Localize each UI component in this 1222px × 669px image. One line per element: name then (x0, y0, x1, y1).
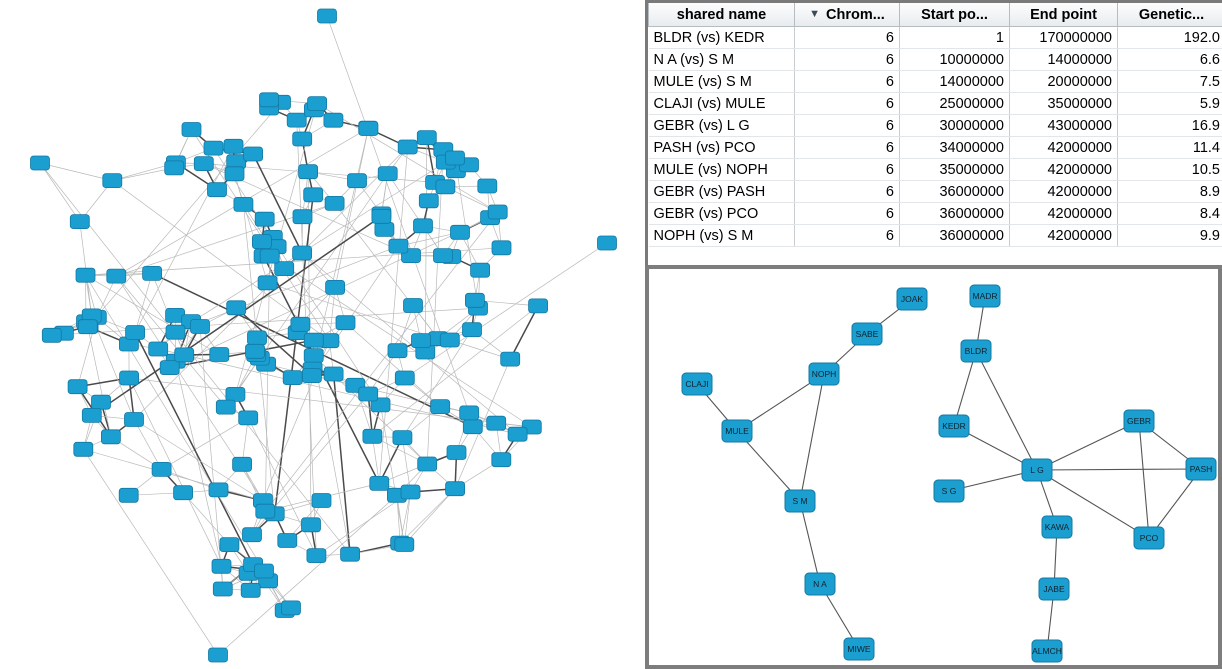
cell-shared-name: PASH (vs) PCO (649, 137, 795, 159)
network-node[interactable] (598, 236, 617, 250)
column-header-start-point[interactable] (900, 3, 1010, 27)
table-row[interactable] (649, 159, 1222, 181)
node-shape[interactable] (1042, 516, 1072, 538)
network-node[interactable] (389, 239, 408, 253)
network-node[interactable] (175, 348, 194, 362)
node-label: MIWE (847, 643, 871, 654)
network-node[interactable] (283, 371, 302, 385)
cell-start-point: 35000000 (900, 159, 1010, 181)
network-node[interactable] (492, 453, 511, 467)
network-node[interactable] (404, 299, 423, 313)
network-node[interactable] (252, 235, 271, 249)
network-node[interactable] (325, 196, 344, 210)
subnetwork-node[interactable] (970, 285, 1000, 307)
network-node[interactable] (225, 167, 244, 181)
column-header-label: shared name (676, 6, 767, 23)
network-node[interactable] (348, 174, 367, 188)
network-node[interactable] (471, 263, 490, 277)
network-node[interactable] (451, 225, 470, 239)
network-node[interactable] (293, 210, 312, 224)
network-node[interactable] (92, 395, 111, 409)
network-node[interactable] (226, 387, 245, 401)
node-label: L G (1030, 464, 1044, 475)
cell-genetic: 7.5 (1118, 71, 1222, 93)
network-node[interactable] (488, 205, 507, 219)
network-node[interactable] (209, 483, 228, 497)
cell-end-point: 42000000 (1010, 203, 1118, 225)
network-node[interactable] (291, 317, 310, 331)
cell-shared-name: GEBR (vs) L G (649, 115, 795, 137)
network-node[interactable] (460, 406, 479, 420)
network-edge (510, 306, 538, 359)
cell-chromosome: 6 (795, 27, 900, 49)
subnetwork-edge (800, 374, 824, 501)
network-node[interactable] (166, 325, 185, 339)
network-node[interactable] (378, 167, 397, 181)
network-node[interactable] (152, 462, 171, 476)
cell-shared-name: N A (vs) S M (649, 49, 795, 71)
cell-shared-name: MULE (vs) NOPH (649, 159, 795, 181)
cell-end-point: 43000000 (1010, 115, 1118, 137)
network-node[interactable] (287, 113, 306, 127)
network-node[interactable] (174, 486, 193, 500)
cell-shared-name: BLDR (vs) KEDR (649, 27, 795, 49)
network-node[interactable] (74, 442, 93, 456)
node-label: BLDR (964, 345, 988, 356)
table-row[interactable] (649, 93, 1222, 115)
node-shape[interactable] (961, 340, 991, 362)
network-node[interactable] (107, 269, 126, 283)
subnetwork-node[interactable] (682, 373, 712, 395)
network-edge (83, 449, 218, 655)
network-node[interactable] (208, 183, 227, 197)
network-edge (402, 438, 410, 492)
node-label: KAWA (1044, 521, 1070, 532)
cell-genetic: 8.4 (1118, 203, 1222, 225)
table-header-row (649, 3, 1222, 27)
column-header-genetic[interactable] (1118, 3, 1222, 27)
network-node[interactable] (260, 249, 279, 263)
edge-table[interactable] (648, 3, 1222, 247)
network-node[interactable] (256, 504, 275, 518)
node-label: S M (792, 495, 808, 506)
network-node[interactable] (395, 371, 414, 385)
network-node[interactable] (213, 582, 232, 596)
node-label: MADR (972, 290, 998, 301)
node-shape[interactable] (939, 415, 969, 437)
network-edge (134, 420, 162, 470)
node-shape[interactable] (722, 420, 752, 442)
network-node[interactable] (255, 212, 274, 226)
network-node[interactable] (182, 123, 201, 137)
network-node[interactable] (447, 446, 466, 460)
table-row[interactable] (649, 203, 1222, 225)
network-node[interactable] (160, 361, 179, 375)
network-edge (183, 493, 229, 545)
node-shape[interactable] (1124, 410, 1154, 432)
network-edge (40, 163, 112, 181)
table-row[interactable] (649, 27, 1222, 49)
network-node[interactable] (76, 268, 95, 282)
network-node[interactable] (119, 488, 138, 502)
table-row[interactable] (649, 181, 1222, 203)
cell-chromosome: 6 (795, 49, 900, 71)
node-shape[interactable] (1134, 527, 1164, 549)
cell-chromosome: 6 (795, 71, 900, 93)
network-node[interactable] (393, 431, 412, 445)
cell-genetic: 6.6 (1118, 49, 1222, 71)
network-node[interactable] (492, 241, 511, 255)
network-node[interactable] (120, 371, 139, 385)
network-node[interactable] (417, 131, 436, 145)
node-shape[interactable] (1022, 459, 1052, 481)
network-edge (425, 138, 427, 352)
network-node[interactable] (243, 528, 262, 542)
network-node[interactable] (103, 174, 122, 188)
network-node[interactable] (324, 367, 343, 381)
cell-genetic: 10.5 (1118, 159, 1222, 181)
network-node[interactable] (293, 132, 312, 146)
table-row[interactable] (649, 115, 1222, 137)
cell-start-point: 36000000 (900, 225, 1010, 247)
cell-chromosome: 6 (795, 115, 900, 137)
network-node[interactable] (210, 348, 229, 362)
network-node[interactable] (233, 457, 252, 471)
subnetwork-node[interactable] (961, 340, 991, 362)
table-row[interactable] (649, 71, 1222, 93)
node-label: NOPH (811, 368, 837, 379)
network-node[interactable] (419, 194, 438, 208)
network-node[interactable] (204, 141, 223, 155)
subnetwork-node[interactable] (1032, 640, 1062, 662)
subnetwork-node[interactable] (1039, 578, 1069, 600)
network-node[interactable] (302, 369, 321, 383)
network-node[interactable] (239, 411, 258, 425)
cell-start-point: 14000000 (900, 71, 1010, 93)
subnetwork-node[interactable] (934, 480, 964, 502)
subnetwork-edge (976, 351, 1037, 470)
network-node[interactable] (227, 301, 246, 315)
network-node[interactable] (508, 427, 527, 441)
network-node[interactable] (463, 323, 482, 337)
network-node[interactable] (212, 559, 231, 573)
subnetwork-node[interactable] (1186, 458, 1216, 480)
right-column (645, 0, 1222, 669)
network-node[interactable] (463, 420, 482, 434)
cell-chromosome: 6 (795, 159, 900, 181)
cell-start-point: 10000000 (900, 49, 1010, 71)
cell-chromosome: 6 (795, 203, 900, 225)
cell-genetic: 8.9 (1118, 181, 1222, 203)
network-node[interactable] (370, 476, 389, 490)
network-node[interactable] (82, 408, 101, 422)
network-node[interactable] (446, 482, 465, 496)
subnetwork-node[interactable] (852, 323, 882, 345)
node-shape[interactable] (852, 323, 882, 345)
table-row[interactable] (649, 137, 1222, 159)
network-node[interactable] (101, 430, 120, 444)
subnetwork-node[interactable] (809, 363, 839, 385)
cell-genetic: 5.9 (1118, 93, 1222, 115)
network-node[interactable] (312, 494, 331, 508)
cell-start-point: 36000000 (900, 203, 1010, 225)
column-header-label: Genetic... (1138, 6, 1205, 23)
network-edge (40, 163, 80, 222)
subnetwork-edge (1139, 421, 1149, 538)
node-label: N A (813, 578, 827, 589)
node-shape[interactable] (897, 288, 927, 310)
subnetwork-node[interactable] (805, 573, 835, 595)
node-label: GEBR (1126, 415, 1152, 426)
subnetwork-node[interactable] (939, 415, 969, 437)
network-edge (334, 374, 351, 554)
node-label: ALMCH (1032, 645, 1062, 656)
network-node[interactable] (336, 316, 355, 330)
cell-end-point: 42000000 (1010, 225, 1118, 247)
node-shape[interactable] (682, 373, 712, 395)
network-node[interactable] (143, 266, 162, 280)
cell-shared-name: MULE (vs) S M (649, 71, 795, 93)
network-node[interactable] (501, 352, 520, 366)
cell-genetic: 16.9 (1118, 115, 1222, 137)
cell-shared-name: GEBR (vs) PASH (649, 181, 795, 203)
node-shape[interactable] (934, 480, 964, 502)
network-node[interactable] (216, 400, 235, 414)
network-node[interactable] (395, 538, 414, 552)
network-node[interactable] (434, 249, 453, 263)
node-shape[interactable] (805, 573, 835, 595)
cell-end-point: 35000000 (1010, 93, 1118, 115)
network-node[interactable] (304, 349, 323, 363)
network-node[interactable] (209, 648, 228, 662)
node-shape[interactable] (785, 490, 815, 512)
network-node[interactable] (293, 246, 312, 260)
network-node[interactable] (478, 179, 497, 193)
node-shape[interactable] (809, 363, 839, 385)
cell-end-point: 42000000 (1010, 181, 1118, 203)
cell-start-point: 36000000 (900, 181, 1010, 203)
node-label: MULE (725, 425, 749, 436)
network-edge (135, 273, 152, 332)
network-node[interactable] (282, 601, 301, 615)
subnetwork-node-layer[interactable] (682, 285, 1216, 662)
network-node[interactable] (436, 180, 455, 194)
network-node[interactable] (234, 197, 253, 211)
node-shape[interactable] (970, 285, 1000, 307)
node-label: CLAJI (685, 378, 709, 389)
network-node[interactable] (31, 156, 50, 170)
node-label: KEDR (942, 420, 966, 431)
network-node[interactable] (255, 564, 274, 578)
cell-shared-name: NOPH (vs) S M (649, 225, 795, 247)
network-edge (200, 327, 223, 590)
subnetwork-node[interactable] (844, 638, 874, 660)
cell-chromosome: 6 (795, 137, 900, 159)
cell-end-point: 42000000 (1010, 159, 1118, 181)
network-node[interactable] (412, 334, 431, 348)
network-node[interactable] (324, 113, 343, 127)
network-node[interactable] (278, 534, 297, 548)
cell-shared-name: CLAJI (vs) MULE (649, 93, 795, 115)
cell-genetic: 192.0 (1118, 27, 1222, 49)
network-node[interactable] (388, 344, 407, 358)
network-node[interactable] (165, 161, 184, 175)
network-node[interactable] (302, 518, 321, 532)
cell-chromosome: 6 (795, 181, 900, 203)
column-header-label: Chrom... (826, 6, 885, 23)
cell-start-point: 34000000 (900, 137, 1010, 159)
cell-end-point: 170000000 (1010, 27, 1118, 49)
subnetwork-node[interactable] (1124, 410, 1154, 432)
network-node[interactable] (224, 139, 243, 153)
network-node[interactable] (529, 299, 548, 313)
column-header-label: End point (1030, 6, 1097, 23)
cell-start-point: 30000000 (900, 115, 1010, 137)
network-node[interactable] (244, 147, 263, 161)
node-label: PCO (1139, 532, 1159, 543)
node-label: PASH (1189, 463, 1213, 474)
node-label: S G (941, 485, 957, 496)
cell-end-point: 14000000 (1010, 49, 1118, 71)
subnetwork-node[interactable] (785, 490, 815, 512)
edge-table-panel[interactable] (645, 0, 1222, 265)
network-node[interactable] (363, 429, 382, 443)
network-node[interactable] (304, 333, 323, 347)
network-node[interactable] (78, 320, 97, 334)
network-node[interactable] (68, 380, 87, 394)
node-label: JOAK (900, 293, 924, 304)
network-node[interactable] (418, 457, 437, 471)
cell-start-point: 1 (900, 27, 1010, 49)
network-node[interactable] (318, 9, 337, 23)
network-node[interactable] (431, 400, 450, 414)
network-node[interactable] (401, 485, 420, 499)
network-node[interactable] (440, 333, 459, 347)
cell-chromosome: 6 (795, 225, 900, 247)
cell-end-point: 20000000 (1010, 71, 1118, 93)
cell-shared-name: GEBR (vs) PCO (649, 203, 795, 225)
network-node[interactable] (246, 344, 265, 358)
network-node[interactable] (194, 157, 213, 171)
node-label: SABE (855, 328, 879, 339)
table-body[interactable] (649, 27, 1222, 247)
network-edge (176, 361, 222, 566)
network-node[interactable] (125, 413, 144, 427)
network-node[interactable] (299, 165, 318, 179)
network-node[interactable] (359, 122, 378, 136)
filter-icon[interactable]: ▼ (809, 7, 821, 20)
network-node[interactable] (308, 97, 327, 111)
network-node[interactable] (465, 293, 484, 307)
network-node[interactable] (70, 215, 89, 229)
subnetwork-node[interactable] (897, 288, 927, 310)
network-node[interactable] (258, 276, 277, 290)
subnetwork-graph-canvas[interactable] (649, 269, 1218, 665)
column-header-end-point[interactable] (1010, 3, 1118, 27)
network-node[interactable] (304, 188, 323, 202)
network-node[interactable] (191, 320, 210, 334)
cell-genetic: 9.9 (1118, 225, 1222, 247)
network-node[interactable] (149, 342, 168, 356)
cell-end-point: 42000000 (1010, 137, 1118, 159)
column-header-shared-name[interactable] (649, 3, 795, 27)
network-node[interactable] (487, 416, 506, 430)
network-node[interactable] (398, 140, 417, 154)
network-node[interactable] (414, 219, 433, 233)
cell-genetic: 11.4 (1118, 137, 1222, 159)
node-shape[interactable] (1032, 640, 1062, 662)
column-header-chromosome[interactable] (795, 3, 900, 27)
cell-start-point: 25000000 (900, 93, 1010, 115)
network-node[interactable] (275, 262, 294, 276)
network-node[interactable] (307, 549, 326, 563)
subnetwork-edge (1037, 469, 1201, 470)
subnetwork-view[interactable] (645, 265, 1222, 669)
network-node[interactable] (126, 326, 145, 340)
network-node[interactable] (359, 387, 378, 401)
subnetwork-node[interactable] (1134, 527, 1164, 549)
network-node[interactable] (375, 222, 394, 236)
network-node[interactable] (42, 328, 61, 342)
column-header-label: Start po... (921, 6, 988, 23)
network-node[interactable] (248, 331, 267, 345)
network-node[interactable] (446, 151, 465, 165)
network-node[interactable] (260, 93, 279, 107)
node-shape[interactable] (1186, 458, 1216, 480)
subnetwork-node[interactable] (1042, 516, 1072, 538)
subnetwork-node[interactable] (1022, 459, 1052, 481)
network-node[interactable] (372, 209, 391, 223)
cell-chromosome: 6 (795, 93, 900, 115)
network-node[interactable] (341, 547, 360, 561)
node-shape[interactable] (844, 638, 874, 660)
node-label: JABE (1043, 583, 1065, 594)
table-row[interactable] (649, 225, 1222, 247)
table-row[interactable] (649, 49, 1222, 71)
subnetwork-edge (800, 501, 820, 584)
network-edge (129, 378, 221, 566)
network-node[interactable] (326, 280, 345, 294)
network-node[interactable] (241, 583, 260, 597)
node-shape[interactable] (1039, 578, 1069, 600)
subnetwork-node[interactable] (722, 420, 752, 442)
network-node[interactable] (220, 538, 239, 552)
